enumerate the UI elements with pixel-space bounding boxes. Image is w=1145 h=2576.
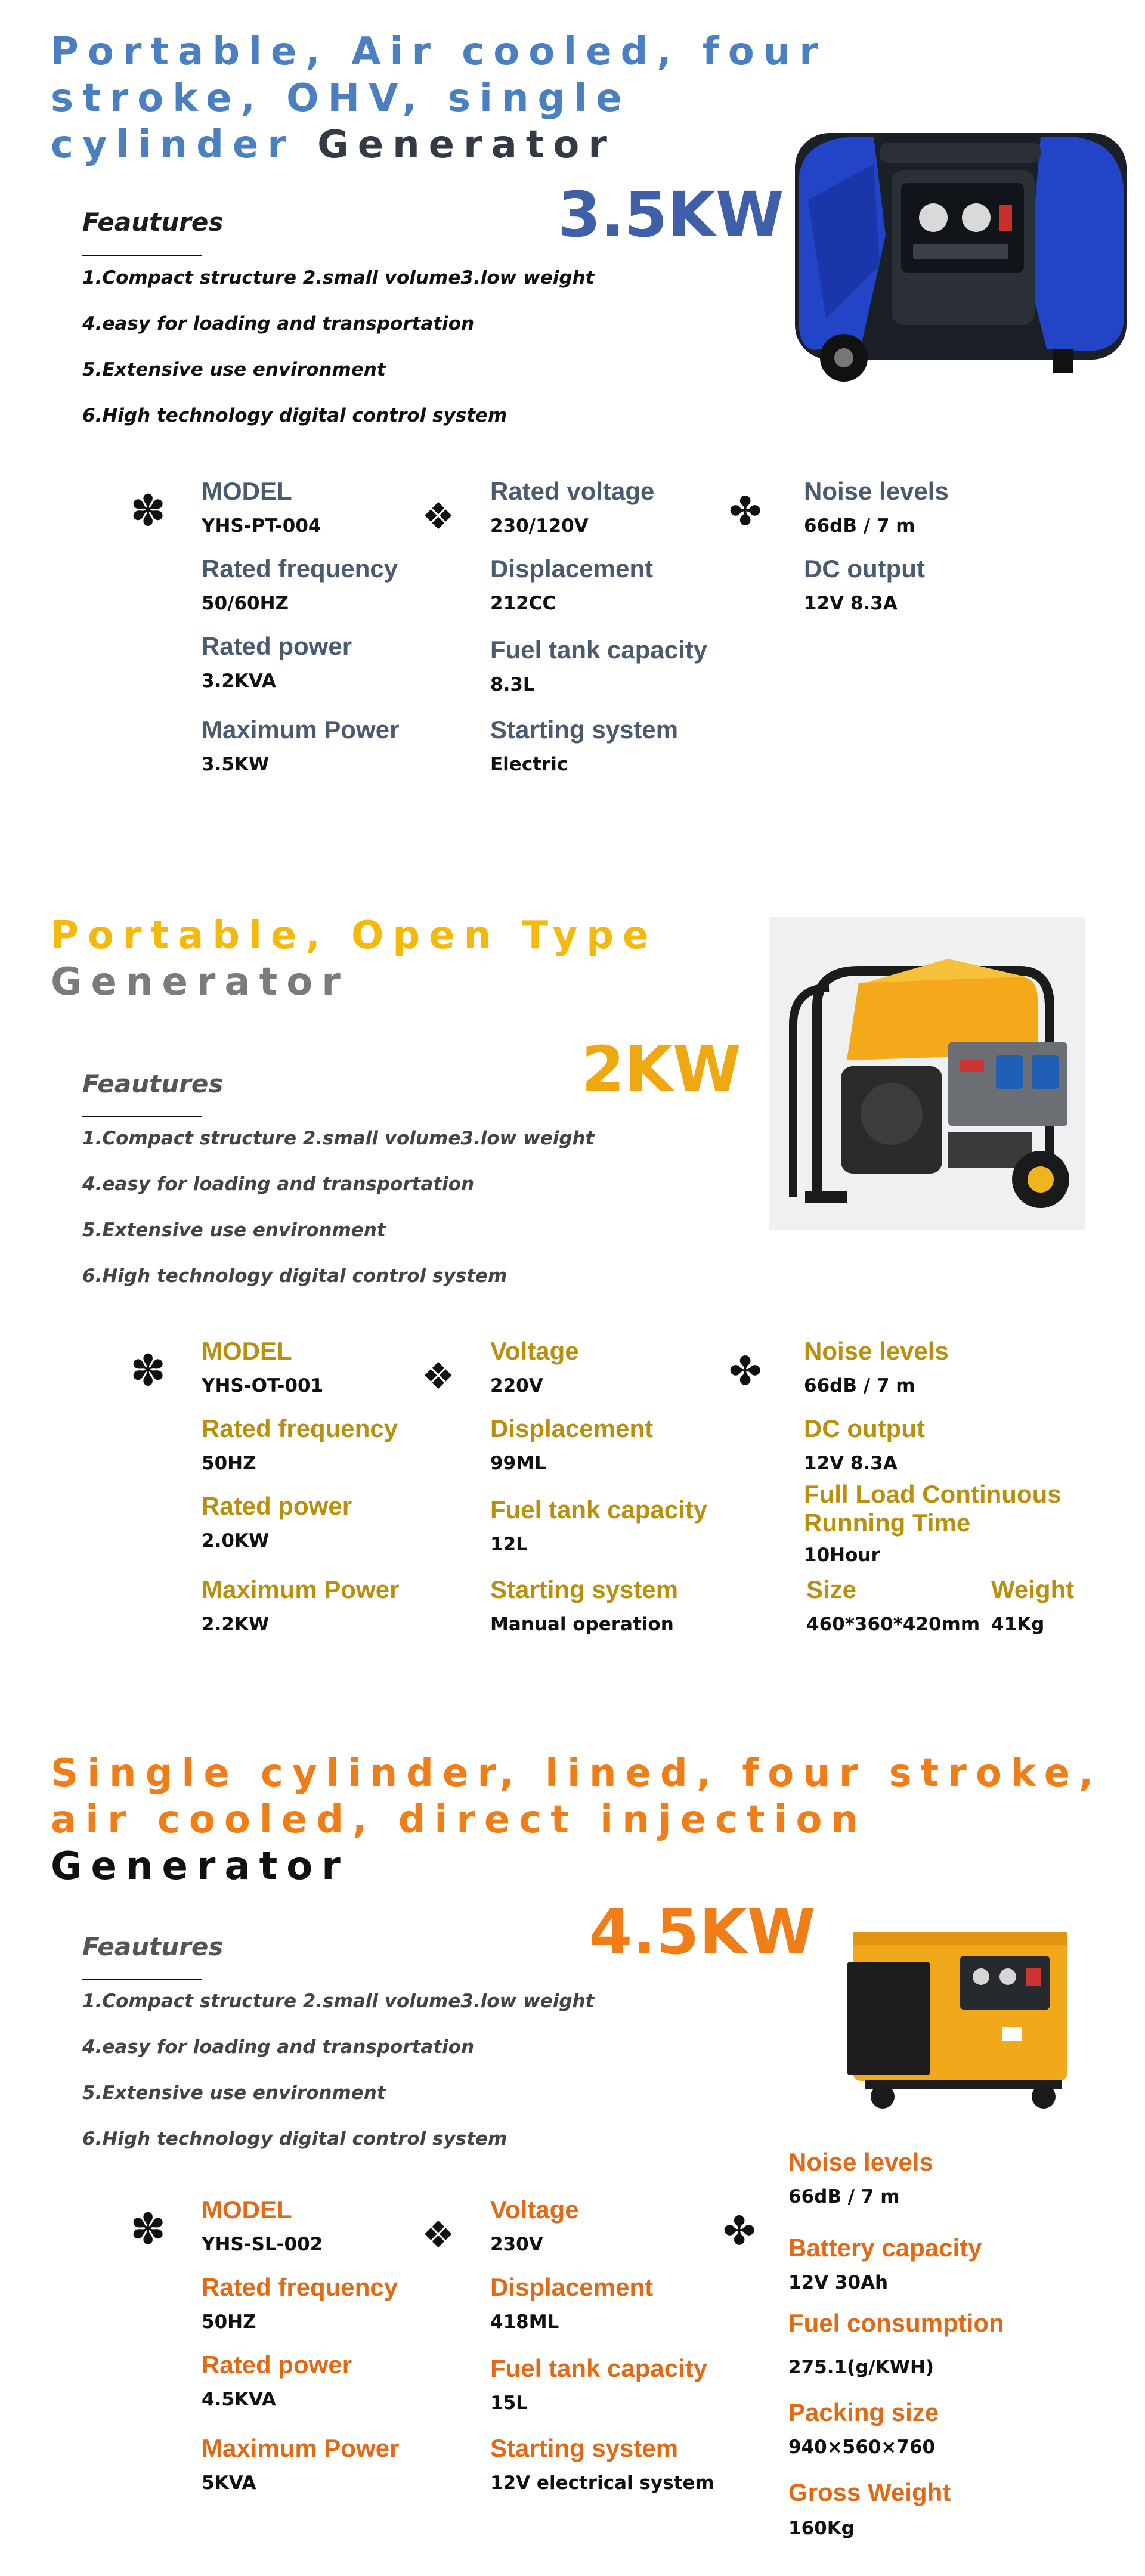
spec-fuel-tank-value: 15L xyxy=(490,2392,528,2414)
spec-battery-capacity-label: Battery capacity xyxy=(788,2234,982,2262)
spec-noise-label: Noise levels xyxy=(804,477,949,505)
spec-model-value: YHS-PT-004 xyxy=(202,515,321,537)
spec-rated-frequency-value: 50HZ xyxy=(202,1453,256,1474)
title-line: Portable, Open Type xyxy=(51,914,658,958)
spec-rated-power-value: 4.5KVA xyxy=(202,2389,276,2410)
spec-dc-output-value: 12V 8.3A xyxy=(804,1453,898,1474)
spec-noise-label: Noise levels xyxy=(788,2148,933,2176)
features-underline xyxy=(82,1979,202,1980)
spec-rated-frequency-label: Rated frequency xyxy=(202,2273,398,2301)
spec-noise-label: Noise levels xyxy=(804,1337,949,1365)
title-line: Portable, Air cooled, four xyxy=(51,30,827,74)
spec-dc-output-value: 12V 8.3A xyxy=(804,593,898,614)
spec-weight-value: 41Kg xyxy=(991,1614,1045,1635)
spec-gross-weight-label: Gross Weight xyxy=(788,2478,951,2506)
section-title xyxy=(51,1750,1102,1890)
title-line: Generator xyxy=(51,960,349,1004)
spec-voltage-label: Voltage xyxy=(490,2196,579,2224)
spec-model-value: YHS-SL-002 xyxy=(202,2234,323,2255)
spec-running-time-label-2: Running Time xyxy=(804,1509,971,1537)
spec-running-time-label: Full Load Continuous xyxy=(804,1480,1062,1508)
spec-starting-system-value: 12V electrical system xyxy=(490,2472,714,2494)
spec-noise-value: 66dB / 7 m xyxy=(788,2186,900,2207)
title-line: stroke, OHV, single xyxy=(51,76,631,120)
title-line: Single cylinder, lined, four stroke, xyxy=(51,1751,1103,1795)
spec-fuel-tank-label: Fuel tank capacity xyxy=(490,636,708,664)
spec-rated-power-value: 2.0KW xyxy=(202,1530,270,1552)
spec-model-label: MODEL xyxy=(202,477,292,505)
spec-noise-value: 66dB / 7 m xyxy=(804,515,915,537)
feature-item: 6.High technology digital control system xyxy=(82,2128,507,2150)
spec-model-value: YHS-OT-001 xyxy=(202,1375,324,1397)
power-rating: 2KW xyxy=(581,1033,741,1106)
feature-item: 4.easy for loading and transportation xyxy=(82,313,475,335)
feature-item: 1.Compact structure 2.small volume3.low weight xyxy=(82,267,595,289)
features-heading: Feautures xyxy=(82,1069,224,1098)
spec-rated-power-label: Rated power xyxy=(202,1492,352,1520)
four-diamond-icon: ❖ xyxy=(422,494,455,538)
features-heading: Feautures xyxy=(82,1932,224,1961)
spec-starting-system-label: Starting system xyxy=(490,1575,679,1603)
feature-item: 4.easy for loading and transportation xyxy=(82,2036,475,2058)
title-word-cylinder: cylinder xyxy=(51,123,295,167)
spec-starting-system-label: Starting system xyxy=(490,2434,679,2462)
feature-item: 5.Extensive use environment xyxy=(82,1219,386,1241)
spec-rated-power-label: Rated power xyxy=(202,2351,352,2379)
spec-starting-system-label: Starting system xyxy=(490,716,679,744)
spec-fuel-consumption-value: 275.1(g/KWH) xyxy=(788,2357,934,2378)
asterisk-flower-icon: ✽ xyxy=(130,1345,166,1395)
spec-battery-capacity-value: 12V 30Ah xyxy=(788,2272,889,2293)
spec-rated-power-value: 3.2KVA xyxy=(202,670,276,692)
spec-size-value: 460*360*420mm xyxy=(806,1614,980,1635)
spec-starting-system-value: Manual operation xyxy=(490,1614,674,1635)
feature-item: 1.Compact structure 2.small volume3.low weight xyxy=(82,1128,595,1149)
spec-displacement-value: 99ML xyxy=(490,1453,546,1474)
feature-item: 6.High technology digital control system xyxy=(82,405,507,426)
four-diamond-icon: ❖ xyxy=(422,1354,455,1398)
spec-displacement-value: 418ML xyxy=(490,2311,559,2333)
title-line: Generator xyxy=(51,1844,349,1888)
spec-dc-output-label: DC output xyxy=(804,555,925,583)
feature-item: 1.Compact structure 2.small volume3.low weight xyxy=(82,1990,595,2012)
spec-fuel-consumption-label: Fuel consumption xyxy=(788,2309,1004,2337)
generator-photo-silent xyxy=(835,1908,1085,2117)
spec-displacement-label: Displacement xyxy=(490,2273,654,2301)
spec-packing-size-label: Packing size xyxy=(788,2398,939,2426)
power-rating: 3.5KW xyxy=(558,178,784,251)
spec-running-time-value: 10Hour xyxy=(804,1544,880,1566)
spec-displacement-label: Displacement xyxy=(490,555,654,583)
spec-rated-frequency-value: 50HZ xyxy=(202,2311,256,2333)
spec-weight-label: Weight xyxy=(991,1575,1075,1603)
spec-fuel-tank-value: 12L xyxy=(490,1534,528,1555)
spec-maximum-power-value: 2.2KW xyxy=(202,1614,270,1635)
four-diamond-icon: ❖ xyxy=(422,2213,455,2256)
feature-item: 5.Extensive use environment xyxy=(82,359,386,380)
spec-model-label: MODEL xyxy=(202,2196,292,2224)
spec-voltage-label: Voltage xyxy=(490,1337,579,1365)
spec-voltage-value: 220V xyxy=(490,1375,543,1397)
spec-displacement-label: Displacement xyxy=(490,1414,654,1442)
spec-maximum-power-value: 5KVA xyxy=(202,2472,256,2494)
asterisk-flower-icon: ✽ xyxy=(130,2204,166,2254)
four-leaf-clover-icon: ✤ xyxy=(729,1348,762,1394)
four-leaf-clover-icon: ✤ xyxy=(729,488,762,534)
feature-item: 6.High technology digital control system xyxy=(82,1265,507,1287)
spec-maximum-power-label: Maximum Power xyxy=(202,2434,400,2462)
spec-packing-size-value: 940×560×760 xyxy=(788,2436,936,2458)
spec-fuel-tank-label: Fuel tank capacity xyxy=(490,1496,708,1524)
feature-item: 5.Extensive use environment xyxy=(82,2082,386,2104)
spec-rated-frequency-label: Rated frequency xyxy=(202,555,398,583)
spec-noise-value: 66dB / 7 m xyxy=(804,1375,915,1397)
spec-rated-voltage-label: Rated voltage xyxy=(490,477,655,505)
spec-maximum-power-label: Maximum Power xyxy=(202,1575,400,1603)
spec-maximum-power-label: Maximum Power xyxy=(202,716,400,744)
features-heading: Feautures xyxy=(82,208,224,237)
four-leaf-clover-icon: ✤ xyxy=(723,2208,756,2254)
spec-maximum-power-value: 3.5KW xyxy=(202,754,270,775)
spec-gross-weight-value: 160Kg xyxy=(788,2518,855,2539)
spec-displacement-value: 212CC xyxy=(490,593,556,614)
feature-item: 4.easy for loading and transportation xyxy=(82,1174,475,1195)
spec-size-label: Size xyxy=(806,1575,857,1603)
spec-rated-frequency-label: Rated frequency xyxy=(202,1414,398,1442)
asterisk-flower-icon: ✽ xyxy=(130,485,166,535)
spec-starting-system-value: Electric xyxy=(490,754,568,775)
title-word-generator: Generator xyxy=(295,123,616,167)
spec-fuel-tank-label: Fuel tank capacity xyxy=(490,2354,708,2382)
spec-rated-voltage-value: 230/120V xyxy=(490,515,589,537)
power-rating: 4.5KW xyxy=(589,1896,816,1968)
spec-rated-frequency-value: 50/60HZ xyxy=(202,593,289,614)
spec-voltage-value: 230V xyxy=(490,2234,543,2255)
spec-dc-output-label: DC output xyxy=(804,1414,925,1442)
spec-model-label: MODEL xyxy=(202,1337,292,1365)
spec-fuel-tank-value: 8.3L xyxy=(490,674,535,695)
spec-rated-power-label: Rated power xyxy=(202,632,352,660)
title-line: air cooled, direct injection xyxy=(51,1798,867,1842)
